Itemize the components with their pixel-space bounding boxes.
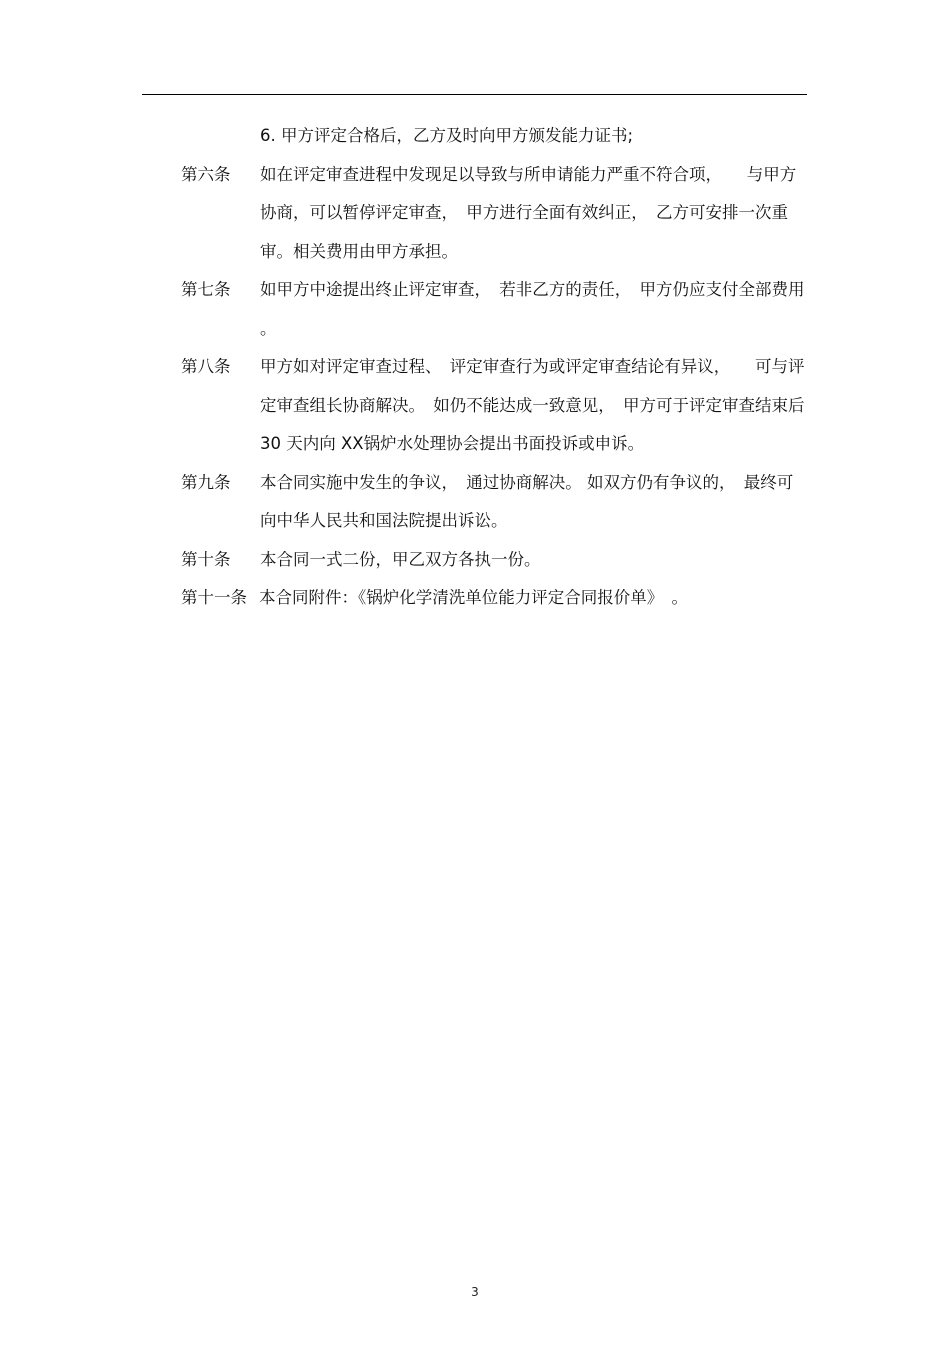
page-number: 3 (471, 1285, 479, 1299)
article-text: 甲方如对评定审查过程、 评定审查行为或评定审查结论有异议， 可与评定审查组长协商解决。 如仍不能达成一致意见， 甲方可于评定审查结束后 30 天内向 XX锅炉水处理协会提出书面投诉或申诉。 (260, 357, 821, 453)
article-text: 本合同一式二份，甲乙双方各执一份。 (260, 549, 541, 569)
article-label: 第十条 (181, 549, 231, 569)
article-6 (181, 156, 807, 272)
document-body (181, 117, 821, 618)
article-text: 本合同附件：《锅炉化学清洗单位能力评定合同报价单》 。 (259, 588, 688, 607)
article-9 (181, 464, 807, 541)
article-label: 第六条 (181, 164, 231, 184)
article-label: 第十一条 (181, 588, 247, 607)
article-text: 本合同实施中发生的争议， 通过协商解决。 如双方仍有争议的， 最终可向中华人民共和国法院提出诉讼。 (260, 472, 794, 530)
clause-text: 6. 甲方评定合格后，乙方及时向甲方颁发能力证书; (260, 126, 634, 145)
article-text: 如甲方中途提出终止评定审查， 若非乙方的责任， 甲方仍应支付全部费用 。 (260, 280, 810, 338)
article-7 (181, 271, 810, 348)
article-label: 第七条 (181, 280, 231, 299)
header-rule (142, 94, 807, 95)
article-label: 第九条 (181, 472, 231, 492)
clause-item-6 (181, 117, 807, 156)
article-label: 第八条 (181, 357, 231, 376)
article-8 (181, 348, 821, 464)
article-10 (181, 541, 807, 580)
article-11 (181, 579, 807, 618)
article-text: 如在评定审查进程中发现足以导致与所申请能力严重不符合项， 与甲方协商，可以暂停评定审查， 甲方进行全面有效纠正， 乙方可安排一次重审。相关费用由甲方承担。 (260, 164, 797, 261)
